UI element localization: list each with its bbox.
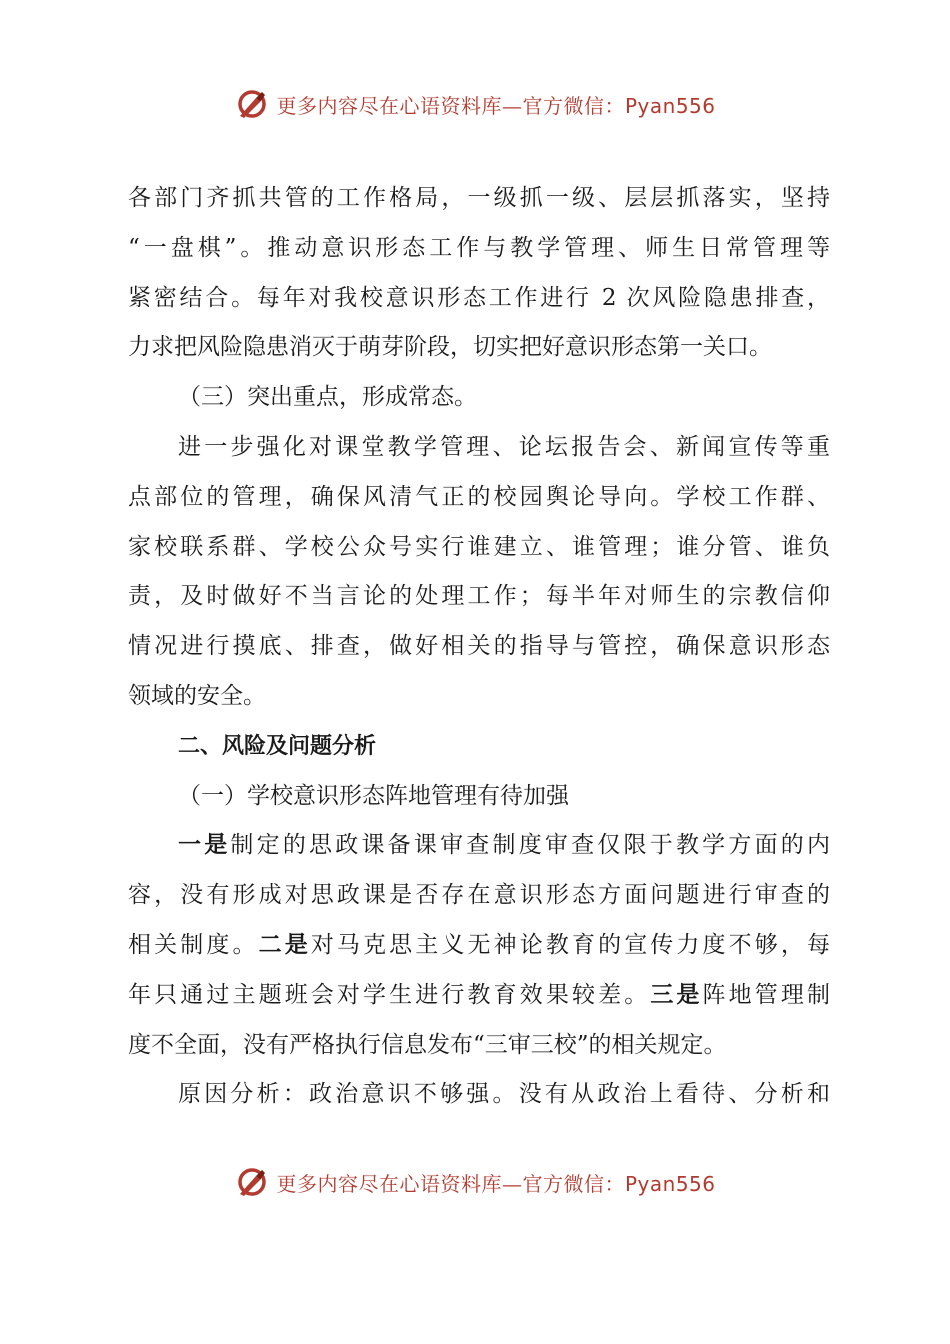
- text-line: 紧密结合。每年对我校意识形态工作进行 2 次风险隐患排查，: [128, 284, 830, 311]
- text-line: “一盘棋”。推动意识形态工作与教学管理、师生日常管理等: [128, 234, 830, 261]
- subheading-3: （三）突出重点，形成常态。: [178, 384, 477, 411]
- text-line: 一是制定的思政课备课审查制度审查仅限于教学方面的内: [178, 832, 830, 859]
- section-heading: 二、风险及问题分析: [178, 733, 377, 759]
- text-line: 领域的安全。: [128, 682, 266, 709]
- text-line: 度不全面，没有严格执行信息发布“三审三校”的相关规定。: [128, 1031, 727, 1058]
- banner-text: 更多内容尽在心语资料库—官方微信：Pyan556: [276, 1171, 716, 1196]
- footer-banner: [0, 1160, 950, 1204]
- banner-text: 更多内容尽在心语资料库—官方微信：Pyan556: [276, 93, 716, 118]
- text-line: 责，及时做好不当言论的处理工作；每半年对师生的宗教信仰: [128, 583, 830, 610]
- bold-marker: 一是: [178, 832, 231, 859]
- wechat-id: Pyan556: [624, 93, 716, 118]
- text-line: 家校联系群、学校公众号实行谁建立、谁管理；谁分管、谁负: [128, 533, 830, 560]
- pen-logo-icon: [234, 86, 270, 122]
- text-line: 各部门齐抓共管的工作格局，一级抓一级、层层抓落实，坚持: [128, 185, 830, 211]
- pen-logo-icon: [234, 1164, 270, 1200]
- text-line: 年只通过主题班会对学生进行教育效果较差。三是阵地管理制: [128, 981, 830, 1008]
- header-banner: [0, 82, 950, 126]
- text-line: 相关制度。二是对马克思主义无神论教育的宣传力度不够，每: [128, 931, 830, 958]
- wechat-id: Pyan556: [624, 1171, 716, 1196]
- text-line: 点部位的管理，确保风清气正的校园舆论导向。学校工作群、: [128, 483, 830, 510]
- text-line: 进一步强化对课堂教学管理、论坛报告会、新闻宣传等重: [178, 433, 830, 460]
- document-body: [128, 174, 830, 1120]
- text-line: 情况进行摸底、排查，做好相关的指导与管控，确保意识形态: [128, 633, 830, 660]
- text-line: 原因分析：政治意识不够强。没有从政治上看待、分析和: [178, 1081, 830, 1108]
- bold-marker: 三是: [650, 981, 703, 1008]
- text-line: 力求把风险隐患消灭于萌芽阶段，切实把好意识形态第一关口。: [128, 334, 772, 361]
- bold-marker: 二是: [258, 931, 311, 958]
- subheading-1: （一）学校意识形态阵地管理有待加强: [178, 782, 569, 809]
- text-line: 容，没有形成对思政课是否存在意识形态方面问题进行审查的: [128, 882, 830, 909]
